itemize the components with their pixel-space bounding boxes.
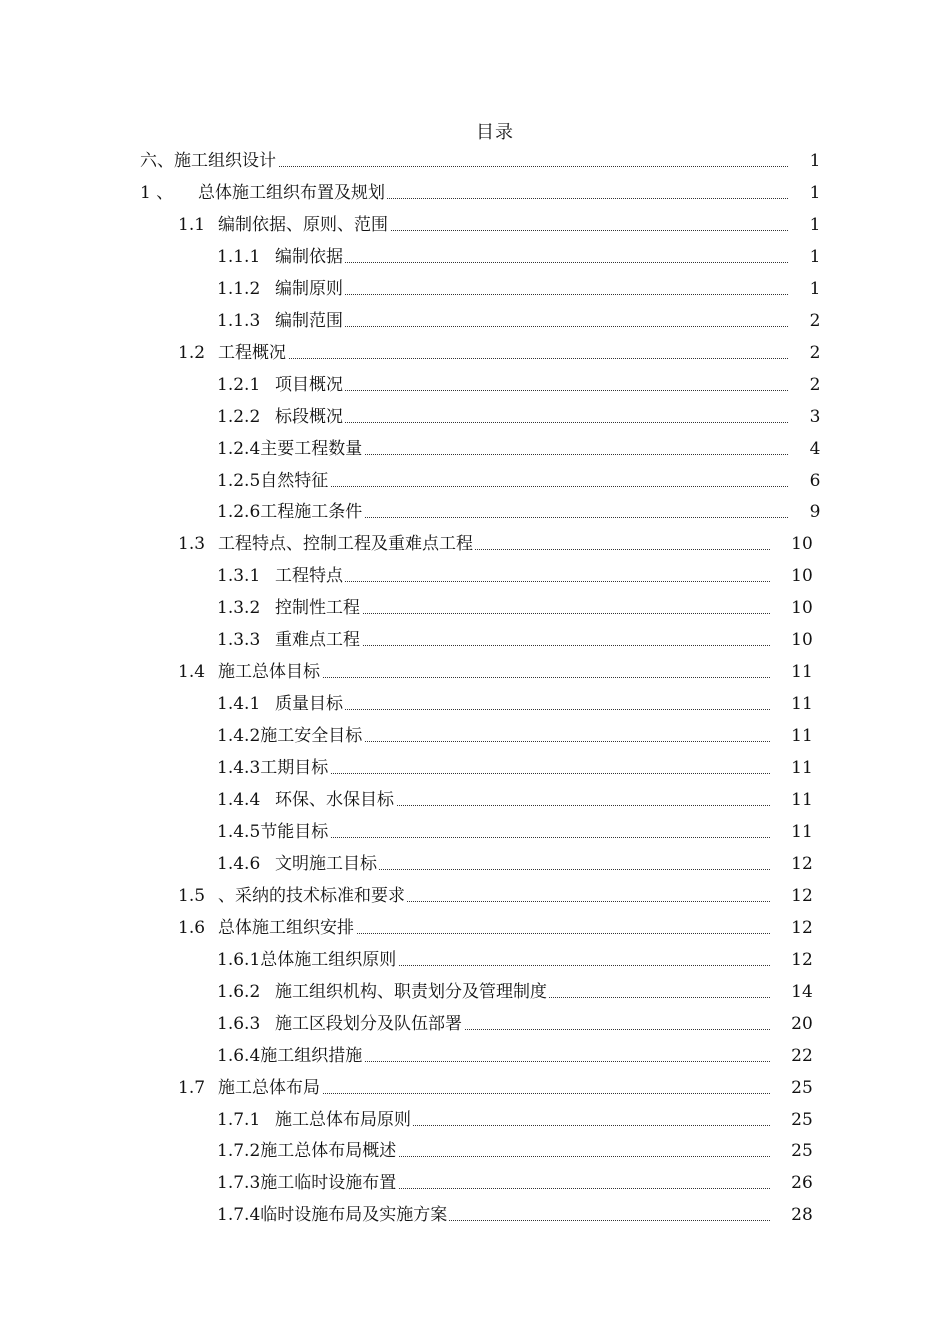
toc-entry-label: 质量目标	[275, 694, 343, 715]
toc-entry-label: 环保、水保目标	[275, 790, 394, 810]
toc-entry-text	[217, 305, 345, 337]
toc-page-number: 11	[791, 694, 813, 715]
toc-entry-label: 重难点工程	[275, 630, 360, 651]
toc-entry-number: 1.7.1	[217, 1109, 261, 1130]
toc-entry-text	[217, 976, 549, 1008]
toc-entry[interactable]	[0, 433, 950, 465]
toc-entry-label: 施工组织机构、职责划分及管理制度	[275, 981, 547, 1002]
toc-entry-text	[140, 177, 387, 209]
toc-entry-text	[217, 1040, 364, 1072]
toc-entry-text	[217, 624, 362, 656]
toc-entry[interactable]	[0, 1167, 950, 1199]
toc-entry-label: 项目概况	[275, 374, 343, 395]
toc-entry-text	[217, 1008, 464, 1040]
toc-entry-text	[217, 241, 345, 273]
toc-entry-label: 总体施工组织布置及规划	[198, 182, 385, 203]
toc-entry-label: 编制原则	[275, 278, 343, 299]
toc-page-number: 10	[791, 534, 813, 555]
toc-entry-label: 施工区段划分及队伍部署	[275, 1013, 462, 1034]
toc-entry[interactable]	[0, 496, 950, 528]
toc-entry[interactable]	[0, 560, 950, 592]
toc-page-number: 12	[791, 853, 813, 874]
toc-entry-label: 编制依据、原则、范围	[218, 214, 388, 235]
toc-entry-number: 1.6.4	[217, 1045, 261, 1066]
toc-entry-number: 1.4.6	[217, 853, 261, 874]
toc-entry-number: 1.6	[178, 917, 206, 938]
toc-entry-label: 工程施工条件	[260, 502, 363, 523]
toc-entry-text	[178, 880, 407, 912]
toc-page-number: 9	[809, 502, 821, 523]
toc-entry-number: 1.2.4	[217, 438, 261, 459]
toc-page-number: 25	[791, 1077, 813, 1098]
toc-page-number: 11	[791, 821, 813, 842]
toc-page-number: 11	[791, 726, 813, 747]
toc-entry-number: 1.6.2	[217, 981, 261, 1002]
toc-entry-number: 1.2	[178, 342, 206, 363]
toc-entry-number: 1.1.1	[217, 246, 261, 267]
toc-entry-number: 1.3	[178, 534, 206, 555]
toc-page-number: 12	[791, 885, 813, 906]
toc-entry[interactable]	[0, 976, 950, 1008]
toc-entry-number: 1.1	[178, 214, 206, 235]
toc-entry[interactable]	[0, 912, 950, 944]
toc-entry-label: 标段概况	[275, 406, 343, 427]
toc-entry-number: 1.3.2	[217, 598, 261, 619]
toc-page-number: 4	[809, 438, 821, 459]
toc-entry-number: 六、	[140, 151, 174, 171]
toc-entry-number: 1.4.5	[217, 821, 261, 842]
toc-entry-number: 1.4.2	[217, 726, 261, 747]
toc-entry-label: 控制性工程	[275, 598, 360, 619]
toc-entry[interactable]	[0, 816, 950, 848]
toc-entry-text	[217, 560, 345, 592]
toc-entry-label: 编制范围	[275, 310, 343, 331]
toc-entry-text	[217, 752, 330, 784]
toc-entry-number: 1.7.3	[217, 1173, 261, 1194]
toc-entry-text	[217, 816, 330, 848]
toc-entry-text	[178, 209, 390, 241]
toc-entry-text	[217, 720, 364, 752]
toc-entry-number: 1 、	[140, 182, 174, 203]
toc-entry[interactable]	[0, 177, 950, 209]
toc-entry[interactable]	[0, 401, 950, 433]
toc-page-number: 1	[809, 182, 821, 203]
toc-page-number: 26	[791, 1173, 813, 1194]
toc-page-number: 11	[791, 758, 813, 779]
toc-page-number: 2	[809, 342, 821, 363]
toc-entry[interactable]	[0, 241, 950, 273]
toc-page-number: 25	[791, 1141, 813, 1162]
toc-entry-label: 工程特点	[275, 566, 343, 587]
toc-entry-number: 1.7	[178, 1077, 206, 1098]
toc-page-number: 6	[809, 470, 821, 491]
toc-entry-number: 1.3.1	[217, 566, 261, 587]
toc-page-number: 1	[809, 246, 821, 267]
toc-entry-text	[178, 656, 322, 688]
toc-entry-label: 施工总体目标	[218, 662, 320, 683]
toc-page-number: 1	[809, 214, 821, 235]
toc-entry[interactable]	[0, 465, 950, 497]
toc-entry-number: 1.6.3	[217, 1013, 261, 1034]
toc-entry-label: 主要工程数量	[260, 438, 363, 459]
toc-entry-text	[178, 337, 288, 369]
toc-page-number: 20	[791, 1013, 813, 1034]
toc-entry-number: 1.2.1	[217, 374, 261, 395]
toc-entry-label: 总体施工组织原则	[260, 949, 397, 970]
toc-entry-number: 1.1.3	[217, 310, 261, 331]
toc-page-number: 2	[809, 310, 821, 331]
toc-entry-text	[217, 273, 345, 305]
toc-entry-text	[217, 784, 396, 816]
toc-entry[interactable]	[0, 656, 950, 688]
toc-page-number: 3	[809, 406, 821, 427]
toc-entry-text	[217, 465, 330, 497]
toc-entry[interactable]	[0, 1008, 950, 1040]
toc-entry-number: 1.5	[178, 885, 206, 906]
toc-entry-label: 节能目标	[260, 821, 329, 842]
toc-entry[interactable]	[0, 1199, 950, 1231]
toc-entry[interactable]	[0, 1040, 950, 1072]
toc-page-number: 2	[809, 374, 821, 395]
toc-entry[interactable]	[0, 1135, 950, 1167]
toc-entry-text	[178, 1072, 322, 1104]
toc-entry-text	[140, 145, 278, 177]
toc-entry-number: 1.6.1	[217, 949, 261, 970]
toc-page-number: 22	[791, 1045, 813, 1066]
toc-entry-number: 1.7.2	[217, 1141, 261, 1162]
toc-entry[interactable]	[0, 944, 950, 976]
toc-entry-number: 1.2.6	[217, 502, 261, 523]
toc-entry-text	[217, 369, 345, 401]
toc-entry-number: 1.2.2	[217, 406, 261, 427]
toc-entry-number: 1.1.2	[217, 278, 261, 299]
toc-entry-label: 编制依据	[275, 246, 343, 267]
toc-entry[interactable]	[0, 752, 950, 784]
toc-entry[interactable]	[0, 337, 950, 369]
toc-entry-text	[217, 688, 345, 720]
toc-entry-label: 施工组织措施	[260, 1045, 363, 1066]
toc-entry-label: 施工临时设施布置	[260, 1173, 397, 1194]
toc-page-number: 1	[809, 278, 821, 299]
toc-entry-text	[178, 912, 356, 944]
toc-entry-text	[217, 1104, 413, 1136]
toc-entry[interactable]	[0, 273, 950, 305]
toc-page-number: 11	[791, 790, 813, 810]
toc-page-number: 12	[791, 917, 813, 938]
toc-entry[interactable]	[0, 624, 950, 656]
page-title: 目录	[476, 122, 514, 143]
toc-entry-label: 工期目标	[260, 758, 329, 779]
toc-entry-label: 施工总体布局概述	[260, 1141, 397, 1162]
toc-entry-text	[217, 592, 362, 624]
toc-entry[interactable]	[0, 688, 950, 720]
toc-page-number: 10	[791, 630, 813, 651]
toc-entry-label: 、采纳的技术标准和要求	[218, 885, 405, 906]
toc-entry[interactable]	[0, 145, 950, 177]
toc-page-number: 10	[791, 598, 813, 619]
toc-page-number: 1	[809, 151, 821, 171]
toc-entry[interactable]	[0, 369, 950, 401]
toc-entry-label: 施工安全目标	[260, 726, 363, 747]
toc-page-number: 14	[791, 981, 813, 1002]
toc-entry-text	[178, 528, 475, 560]
toc-entry[interactable]	[0, 880, 950, 912]
toc-entry-label: 施工总体布局原则	[275, 1109, 411, 1130]
toc-entry-label: 文明施工目标	[275, 853, 377, 874]
toc-entry-label: 总体施工组织安排	[218, 917, 354, 938]
toc-entry-number: 1.4.4	[217, 790, 261, 810]
toc-entry[interactable]	[0, 784, 950, 816]
toc-entry-number: 1.7.4	[217, 1205, 261, 1226]
toc-entry[interactable]	[0, 1072, 950, 1104]
toc-page-number: 11	[791, 662, 813, 683]
toc-entry[interactable]	[0, 1104, 950, 1136]
toc-page-number: 10	[791, 566, 813, 587]
toc-entry-label: 临时设施布局及实施方案	[260, 1205, 448, 1226]
toc-entry-number: 1.2.5	[217, 470, 261, 491]
toc-entry[interactable]	[0, 720, 950, 752]
toc-entry-text	[217, 1167, 398, 1199]
toc-entry-label: 工程概况	[218, 342, 286, 363]
toc-entry-number: 1.4.1	[217, 694, 261, 715]
toc-entry-text	[217, 1135, 398, 1167]
toc-entry-text	[217, 944, 398, 976]
toc-entry-number: 1.4.3	[217, 758, 261, 779]
toc-entry[interactable]	[0, 528, 950, 560]
toc-entry[interactable]	[0, 305, 950, 337]
toc-entry-text	[217, 496, 364, 528]
toc-entry[interactable]	[0, 592, 950, 624]
toc-page-number: 25	[791, 1109, 813, 1130]
toc-page-number: 12	[791, 949, 813, 970]
toc-entry-label: 工程特点、控制工程及重难点工程	[218, 534, 473, 555]
toc-entry-label: 施工总体布局	[218, 1077, 320, 1098]
toc-entry-number: 1.4	[178, 662, 206, 683]
toc-entry[interactable]	[0, 209, 950, 241]
toc-entry-number: 1.3.3	[217, 630, 261, 651]
toc-entry-label: 施工组织设计	[174, 151, 276, 171]
toc-entry-text	[217, 848, 379, 880]
toc-entry-text	[217, 401, 345, 433]
toc-entry[interactable]	[0, 848, 950, 880]
toc-entry-label: 自然特征	[260, 470, 329, 491]
toc-page-number: 28	[791, 1205, 813, 1226]
toc-entry-text	[217, 433, 364, 465]
toc-entry-text	[217, 1199, 449, 1231]
